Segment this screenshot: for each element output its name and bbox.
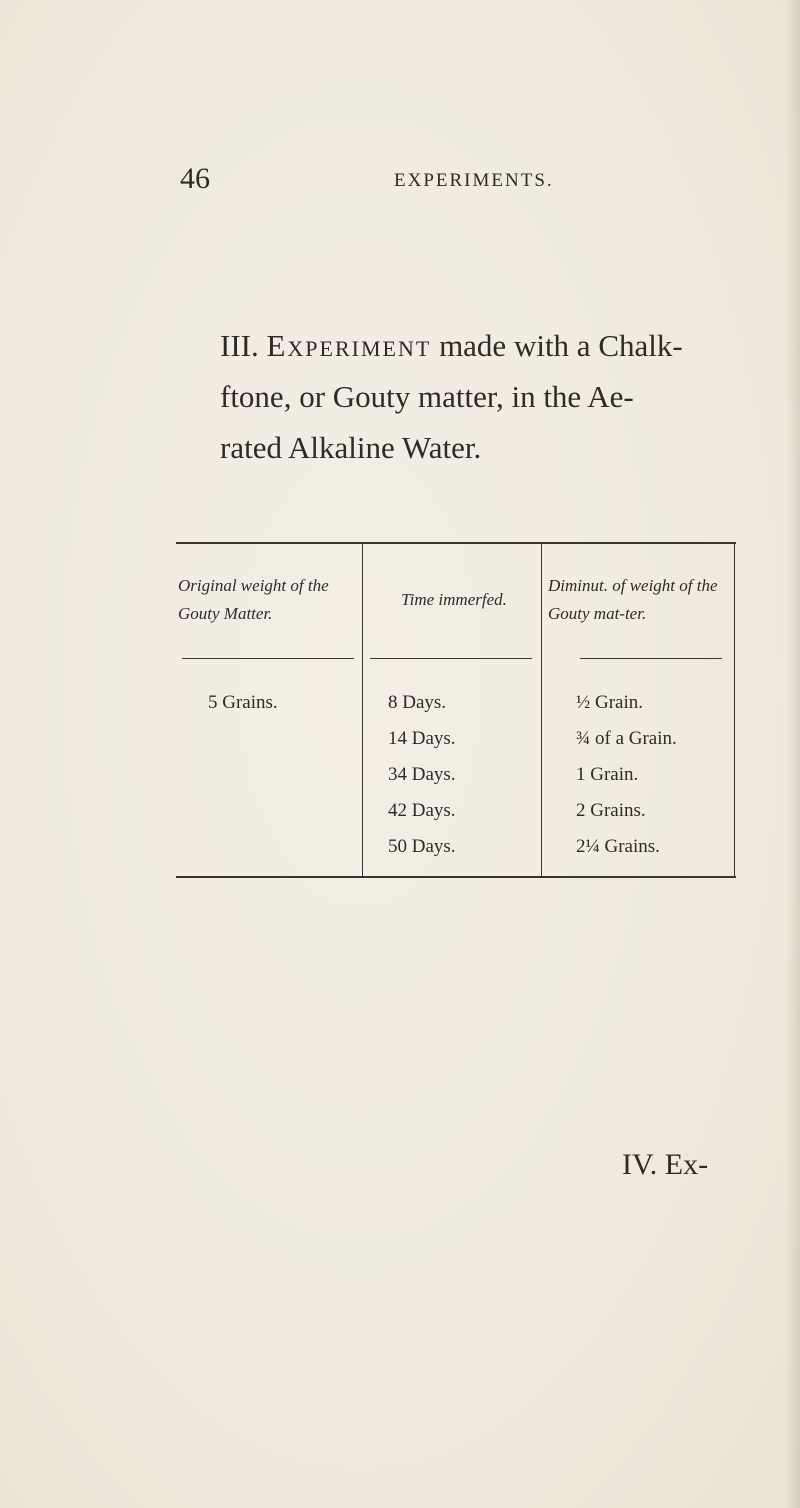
diminution-cell-2: ¾ of a Grain. bbox=[576, 728, 677, 749]
diminution-cell-1: ½ Grain. bbox=[576, 692, 644, 713]
original-weight-value: 5 Grains. bbox=[208, 692, 278, 713]
title-line-1-rest: made with a Chalk- bbox=[431, 328, 683, 363]
title-line-3: rated Alkaline Water. bbox=[220, 430, 482, 465]
header-original-weight bbox=[176, 544, 364, 656]
results-table bbox=[176, 542, 736, 878]
header-time-immersed bbox=[366, 544, 542, 656]
diminution-cell-5: 2¼ Grains. bbox=[576, 836, 660, 857]
header-original-weight-text: Original weight of the Gouty Matter. bbox=[178, 576, 329, 623]
experiment-title bbox=[220, 320, 740, 473]
header-time-immersed-text: Time immerfed. bbox=[401, 590, 507, 609]
header-rule-3 bbox=[580, 658, 722, 659]
title-line-1 bbox=[220, 320, 740, 371]
diminution-cell-4: 2 Grains. bbox=[576, 800, 646, 821]
header-diminution-text: Diminut. of weight of the Gouty mat-ter. bbox=[548, 576, 718, 623]
time-cell-2: 14 Days. bbox=[388, 728, 456, 749]
column-divider-3 bbox=[734, 544, 735, 876]
time-cell-5: 50 Days. bbox=[388, 836, 456, 857]
title-line-2: ftone, or Gouty matter, in the Ae- bbox=[220, 379, 634, 414]
title-word-experiment: Experiment bbox=[266, 328, 432, 363]
header-rule-1 bbox=[182, 658, 354, 659]
running-head: EXPERIMENTS. bbox=[394, 170, 554, 191]
page-edge-shadow bbox=[786, 0, 800, 1508]
diminution-cell-3: 1 Grain. bbox=[576, 764, 639, 785]
page-header bbox=[0, 162, 800, 202]
catchword: IV. Ex- bbox=[622, 1148, 709, 1181]
time-cell-1: 8 Days. bbox=[388, 692, 447, 713]
time-cell-4: 42 Days. bbox=[388, 800, 456, 821]
page-number: 46 bbox=[180, 162, 210, 195]
header-diminution bbox=[542, 544, 734, 656]
title-numeral: III. bbox=[220, 328, 259, 363]
header-rule-2 bbox=[370, 658, 532, 659]
time-cell-3: 34 Days. bbox=[388, 764, 456, 785]
